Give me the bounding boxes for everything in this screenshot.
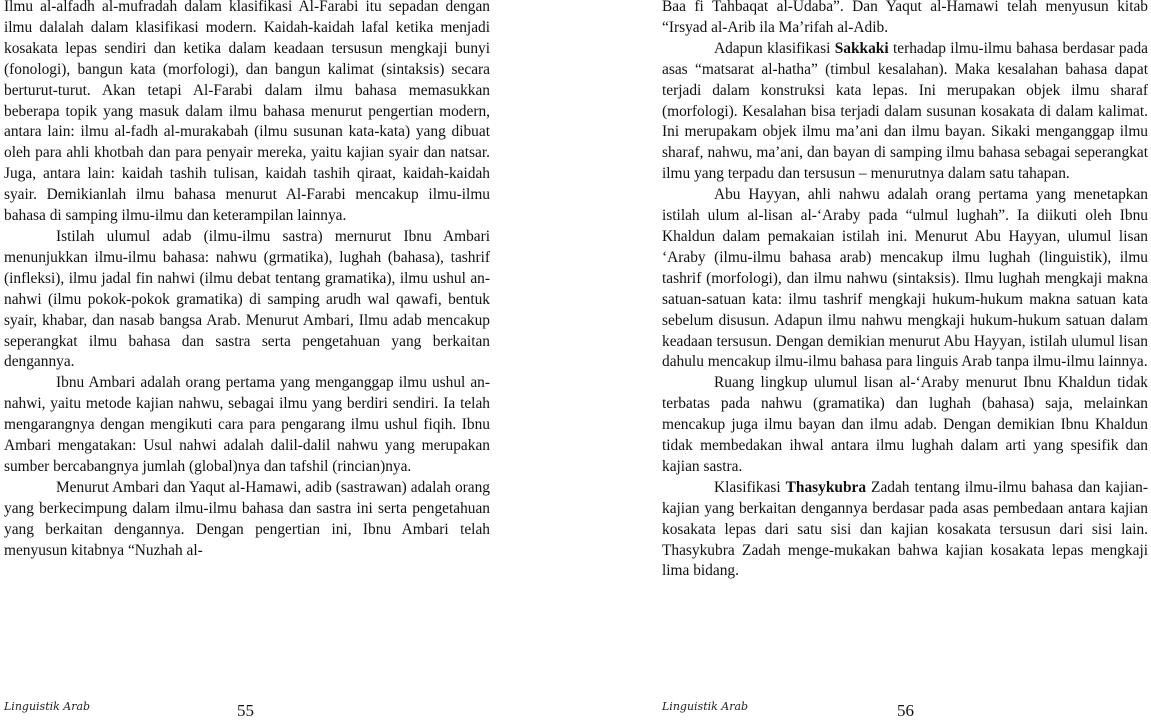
right-paragraph-2-text-b: terhadap ilmu-ilmu bahasa berdasar pada asas “matsarat al-hatha” (timbul kesalahan). Maka kesalahan bahasa dapat terjadi dalam konstruksi kata lepas. Ini merupakan objek ilmu sharaf (morfologi). Kesalahan bisa terjadi dalam susunan kosakata di dalam kalimat. Ini merupakam objek ilmu ma’ani dan ilmu bayan. Sikaki menganggap ilmu sharaf, nahwu, ma’ani, dan bayan di samping ilmu bahasa sebagai seperangkat ilmu yang terpadu dan tersusun – menurutnya dalam satu tahapan. bbox=[662, 39, 1148, 183]
left-paragraph-4: Menurut Ambari dan Yaqut al-Hamawi, adib (sastrawan) adalah orang yang berkecimpung dalam ilmu-ilmu bahasa dan sastra ini serta pengetahuan yang berkaitan dengannya. Dengan pengertian ini, Ibnu Ambari telah menyusun kitabnya “Nuzhah al- bbox=[4, 478, 490, 559]
right-paragraph-3: Abu Hayyan, ahli nahwu adalah orang pertama yang menetapkan istilah ulum al-lisan al-‘Araby pada “ulmul lughah”. Ia diikuti oleh Ibnu Khaldun dalam pemakaian istilah ini. Menurut Abu Hayyan, ulumul lisan ‘Araby (ilmu-ilmu bahasa arab) mencakup ilmu lughah (linguistik), ilmu tashrif (morfologi), dan ilmu nahwu (sintaksis). Ilmu lughah mengkaji makna satuan-satuan kata: ilmu tashrif mengkaji hukum-hukum makna satuan kata sebelum disusun. Adapun ilmu nahwu mengkaji hukum-hukum satuan dalam keadaan tersusun. Dengan demikian menurut Abu Hayyan, istilah ulumul lisan dahulu mencakup ilmu-ilmu bahasa para linguis Arab tanpa ilmu-ilmu lainnya. bbox=[662, 186, 1148, 371]
right-paragraph-2-text-a: Adapun klasifikasi bbox=[714, 39, 835, 57]
right-paragraph-2 bbox=[662, 39, 1148, 185]
right-footer-book-title: Linguistik Arab bbox=[662, 700, 749, 713]
right-paragraph-1: Baa fi Tahbaqat al-Udaba”. Dan Yaqut al-Hamawi telah menyusun kitab “Irsyad al-Arib ila Ma’rifah al-Adib. bbox=[662, 0, 1148, 36]
right-paragraph-4: Ruang lingkup ulumul lisan al-‘Araby menurut Ibnu Khaldun tidak terbatas pada nahwu (gramatika) dan lughah (bahasa) saja, melainkan mencakup juga ilmu bayan dan ilmu adab. Dengan demikian Ibnu Khaldun tidak membedakan ihwal antara ilmu lughah dalam arti yang spesifik dan kajian sastra. bbox=[662, 374, 1148, 475]
term-sakkaki: Sakkaki bbox=[834, 39, 889, 57]
right-paragraph-5-text-b: Zadah tentang ilmu-ilmu bahasa dan kajian-kajian yang berkaitan dengannya berdasar pada asas pembedaan antara kajian kosakata lepas dari satu sisi dan kajian kosakata tersusun dari sisi lain. Thasykubra Zadah menge-mukakan bahwa kajian kosakata lepas mengkaji lima bidang. bbox=[662, 478, 1149, 580]
left-page-body bbox=[4, 0, 490, 561]
left-paragraph-3: Ibnu Ambari adalah orang pertama yang menganggap ilmu ushul an-nahwi, yaitu metode kajian nahwu, sebagai ilmu yang berdiri sendiri. Ia telah mengarangnya dengan mengikuti cara para pengarang ilmu ushul fiqih. Ibnu Ambari mengatakan: Usul nahwi adalah dalil-dalil nahwu yang merupakan sumber bercabangnya jumlah (global)nya dan tafshil (rincian)nya. bbox=[4, 374, 490, 475]
left-footer-book-title: Linguistik Arab bbox=[4, 700, 91, 713]
left-paragraph-1: Ilmu al-alfadh al-mufradah dalam klasifikasi Al-Farabi itu sepadan dengan ilmu dalalah dalam klasifikasi modern. Kaidah-kaidah lafal ketika menjadi kosakata lepas sendiri dan ketika dalam keadaan tersusun mengkaji bunyi (fonologi), bangun kata (morfologi), dan bangun kalimat (sintaksis) secara berturut-turut. Akan tetapi Al-Farabi dalam ilmu bahasa memasukkan beberapa topik yang masuk dalam ilmu bahasa menurut pengertian modern, antara lain: ilmu al-fadh al-murakabah (ilmu susunan kata-kata) yang dibuat oleh para ahli khotbah dan para penyair mereka, yaitu kajian syair dan natsar. Juga, antara lain: kaidah tashih tulisan, kaidah tashih qiraat, kaidah-kaidah syair. Demikianlah ilmu bahasa menurut Al-Farabi mencakup ilmu-ilmu bahasa di samping ilmu-ilmu dan keterampilan lainnya. bbox=[4, 0, 490, 225]
right-paragraph-5 bbox=[662, 478, 1148, 583]
right-page bbox=[576, 0, 1151, 718]
term-thasykubra: Thasykubra bbox=[785, 478, 867, 496]
left-paragraph-2: Istilah ulumul adab (ilmu-ilmu sastra) mernurut Ibnu Ambari menunjukkan ilmu-ilmu bahasa: nahwu (grmatika), lughah (bahasa), tashrif (infleksi), ilmu jadal fin nahwi (ilmu debat tentang gramatika), ilmu ushul an-nahwi (ilmu pokok-pokok gramatika) di samping arudh wal qawafi, bentuk syair, khabar, dan nasab bangsa Arab. Menurut Ambari, Ilmu adab mencakup seperangkat ilmu bahasa dan sastra serta pengetahuan yang berkaitan dengannya. bbox=[4, 227, 490, 371]
right-page-number: 56 bbox=[897, 701, 914, 720]
right-page-body bbox=[662, 0, 1148, 582]
left-page bbox=[0, 0, 575, 718]
right-paragraph-5-text-a: Klasifikasi bbox=[714, 478, 786, 496]
left-page-number: 55 bbox=[237, 701, 254, 720]
